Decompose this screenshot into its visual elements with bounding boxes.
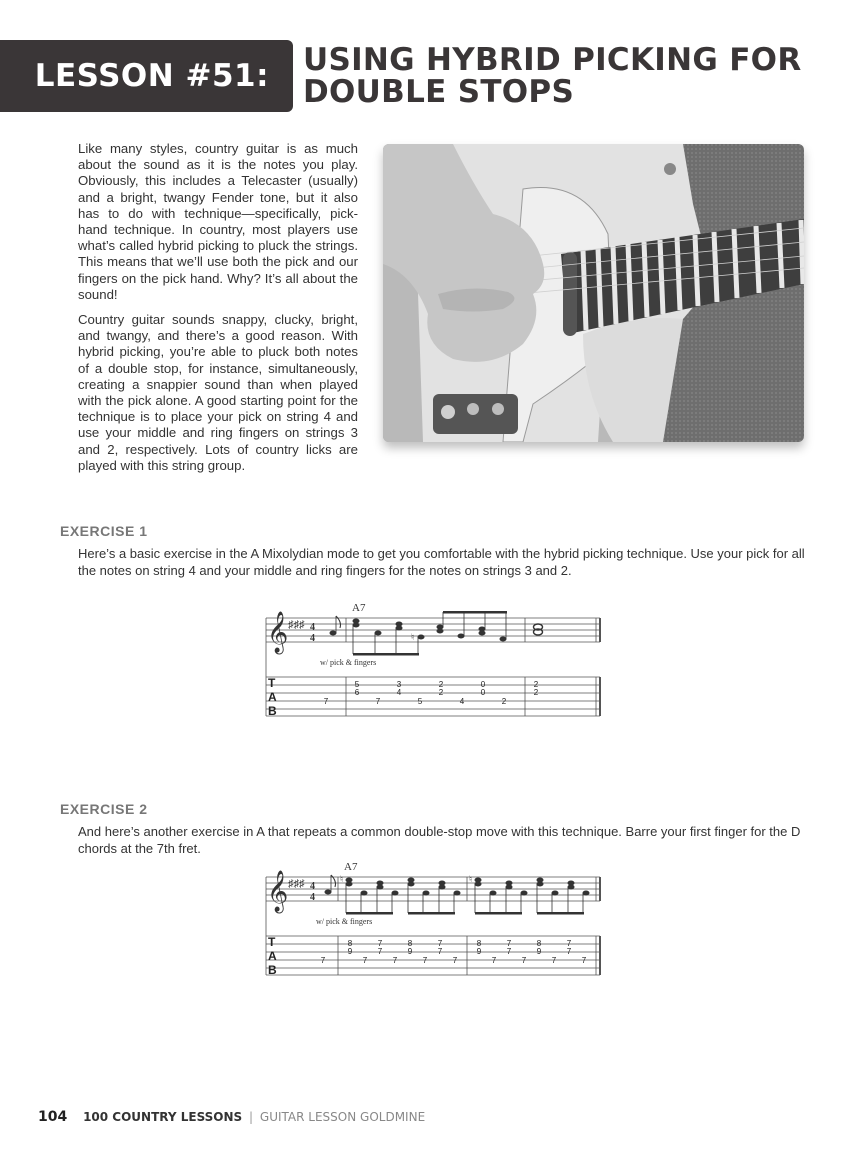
svg-text:7: 7: [437, 939, 443, 948]
svg-text:7: 7: [506, 939, 512, 948]
lesson-title-line-1: USING HYBRID PICKING FOR: [303, 42, 802, 78]
svg-text:7: 7: [566, 947, 572, 956]
svg-text:A: A: [268, 690, 277, 704]
intro-paragraph-2: Country guitar sounds snappy, clucky, bright, and twangy, and there’s a good reason. With hybrid picking, you’re able to pluck both notes of a double stop, for instance, simultaneously, creating a snappier sound than when played with the pick alone. A good starting point for the technique is to place your pick on string 4 and use your middle and ring fingers on strings 3 and 2, respectively. Lots of country licks are played with this string group.: [78, 312, 358, 473]
exercise-2-instruction: w/ pick & fingers: [316, 917, 373, 926]
svg-text:8: 8: [407, 939, 413, 948]
lesson-title-line-2: DOUBLE STOPS: [303, 74, 575, 110]
svg-text:7: 7: [375, 697, 381, 706]
svg-text:6: 6: [354, 688, 360, 697]
svg-text:4: 4: [459, 697, 465, 706]
svg-text:T: T: [268, 935, 276, 949]
lesson-number-label: LESSON #51:: [34, 58, 269, 94]
svg-text:7: 7: [452, 956, 458, 965]
svg-text:5: 5: [354, 680, 360, 689]
exercise-2-heading: EXERCISE 2: [60, 801, 148, 817]
key-signature-sharps: ♯♯♯: [288, 878, 305, 890]
svg-text:4: 4: [310, 633, 315, 644]
svg-text:7: 7: [506, 947, 512, 956]
svg-text:7: 7: [521, 956, 527, 965]
svg-text:7: 7: [581, 956, 587, 965]
svg-text:3: 3: [396, 680, 402, 689]
svg-text:2: 2: [533, 680, 539, 689]
svg-text:7: 7: [377, 947, 383, 956]
svg-text:5: 5: [417, 697, 423, 706]
svg-text:4: 4: [310, 622, 315, 633]
svg-text:7: 7: [392, 956, 398, 965]
svg-text:T: T: [268, 676, 276, 690]
exercise-2-description: And here’s another exercise in A that repeats a common double-stop move with this technique. Barre your first finger for the D chords at the 7th fret.: [78, 824, 801, 856]
svg-text:2: 2: [438, 680, 444, 689]
svg-text:4: 4: [396, 688, 402, 697]
guitar-photo: [383, 144, 804, 442]
exercise-2-chord-name: A7: [344, 861, 358, 873]
svg-text:9: 9: [476, 947, 482, 956]
svg-text:A: A: [268, 949, 277, 963]
svg-text:7: 7: [320, 956, 326, 965]
intro-paragraph-1: Like many styles, country guitar is as much about the sound as it is the notes you play. Obviously, this includes a Telecaster (usually) and a bright, twangy Fender tone, but it also has to do with technique—specifically, pick-hand technique. In country, most players use what’s called hybrid picking to pluck the strings. This means that we’ll use both the pick and our fingers on the pick hand. Why? It’s all about the sound!: [78, 141, 358, 302]
svg-text:7: 7: [566, 939, 572, 948]
book-title: 100 COUNTRY LESSONS: [83, 1110, 243, 1124]
footer-separator: |: [249, 1110, 254, 1124]
svg-text:2: 2: [501, 697, 507, 706]
svg-text:2: 2: [533, 688, 539, 697]
svg-text:7: 7: [437, 947, 443, 956]
exercise-1-heading: EXERCISE 1: [60, 523, 148, 539]
series-title: GUITAR LESSON GOLDMINE: [259, 1110, 426, 1124]
telecaster-hybrid-picking-image: [383, 144, 804, 442]
lesson-number-tab: [0, 40, 293, 112]
exercise-2-notation: [260, 857, 605, 979]
svg-text:9: 9: [347, 947, 353, 956]
page-number: 104: [38, 1109, 68, 1125]
svg-text:7: 7: [422, 956, 428, 965]
svg-text:8: 8: [347, 939, 353, 948]
svg-text:♮: ♮: [411, 632, 415, 642]
key-signature-sharps: ♯♯♯: [288, 619, 305, 631]
svg-text:8: 8: [536, 939, 542, 948]
svg-text:7: 7: [362, 956, 368, 965]
svg-text:9: 9: [407, 947, 413, 956]
lesson-title: [303, 44, 802, 108]
svg-text:B: B: [268, 704, 277, 718]
svg-text:9: 9: [536, 947, 542, 956]
exercise-1-notation: [260, 598, 605, 720]
treble-clef-icon: 𝄞: [267, 612, 289, 652]
svg-text:4: 4: [310, 881, 315, 892]
exercise-1-instruction: w/ pick & fingers: [320, 658, 377, 667]
svg-text:7: 7: [551, 956, 557, 965]
exercise-1-chord-name: A7: [352, 602, 366, 614]
svg-text:7: 7: [323, 697, 329, 706]
svg-text:♮: ♮: [469, 874, 473, 884]
svg-text:0: 0: [480, 688, 486, 697]
svg-text:♮: ♮: [340, 874, 344, 884]
svg-text:0: 0: [480, 680, 486, 689]
svg-text:B: B: [268, 963, 277, 977]
svg-text:2: 2: [438, 688, 444, 697]
exercise-1-description: Here’s a basic exercise in the A Mixolydian mode to get you comfortable with the hybrid picking technique. Use your pick for all the notes on string 4 and your middle and ring fingers for the notes on strings 3 and 2.: [78, 546, 805, 578]
page-footer: [38, 1109, 425, 1125]
intro-text: [78, 141, 358, 483]
treble-clef-icon: 𝄞: [267, 871, 289, 911]
svg-text:8: 8: [476, 939, 482, 948]
svg-text:7: 7: [377, 939, 383, 948]
svg-text:4: 4: [310, 892, 315, 903]
svg-text:7: 7: [491, 956, 497, 965]
